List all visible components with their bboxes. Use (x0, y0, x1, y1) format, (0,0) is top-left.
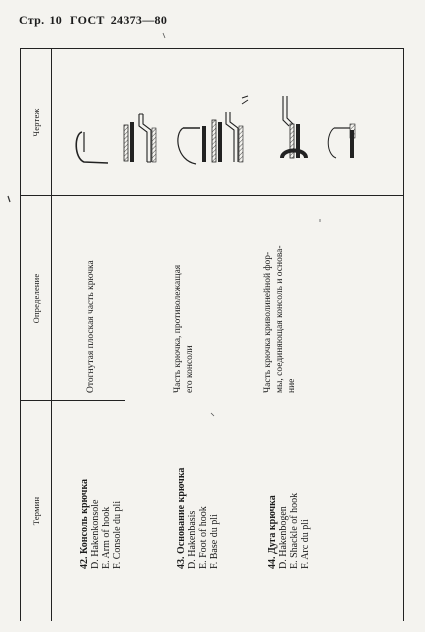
term-fr: F. Console du pli (112, 500, 123, 569)
table-row (176, 468, 220, 569)
definition-text: Часть крючка криволинейной фор- мы, соединяющая консоль и основа- ние (263, 245, 297, 393)
column-header-term: Термин (31, 496, 41, 526)
term-en: E. Foot of hook (198, 506, 209, 569)
term-de: D. Hakenbogen (278, 506, 289, 569)
term-ru: 42. Консоль крючка (79, 478, 90, 569)
column-divider (51, 195, 403, 196)
column-header-definition: Определение (31, 273, 41, 324)
page-label: Стр. (19, 13, 45, 27)
standard-code: 24373—80 (110, 13, 168, 27)
column-header-drawing: Чертеж (31, 108, 41, 137)
definition-text: Отогнутая плоская часть крючка (86, 260, 96, 393)
column-divider (51, 400, 125, 401)
term-en: E. Arm of hook (101, 506, 112, 569)
definition-text: Часть крючка, противолежащая его консоли (173, 264, 195, 393)
table-row (79, 479, 123, 569)
term-en: E. Shackle of hook (289, 492, 300, 569)
table-row (267, 493, 311, 569)
term-de: D. Hakenbasis (187, 510, 198, 569)
scan-mark (8, 196, 10, 202)
term-ru: 43. Основание крючка (176, 467, 187, 569)
page-header (19, 13, 167, 28)
table-header-row (21, 49, 52, 621)
scan-mark (163, 33, 165, 38)
term-de: D. Hakenkonsole (90, 499, 101, 569)
terms-table (20, 48, 404, 621)
standard-label: ГОСТ (70, 13, 105, 27)
page-number: 10 (49, 13, 63, 27)
term-ru: 44. Дуга крючка (267, 495, 278, 569)
table-body (21, 49, 403, 621)
term-fr: F. Base du pli (209, 514, 220, 569)
term-fr: F. Arc du pli (300, 519, 311, 569)
